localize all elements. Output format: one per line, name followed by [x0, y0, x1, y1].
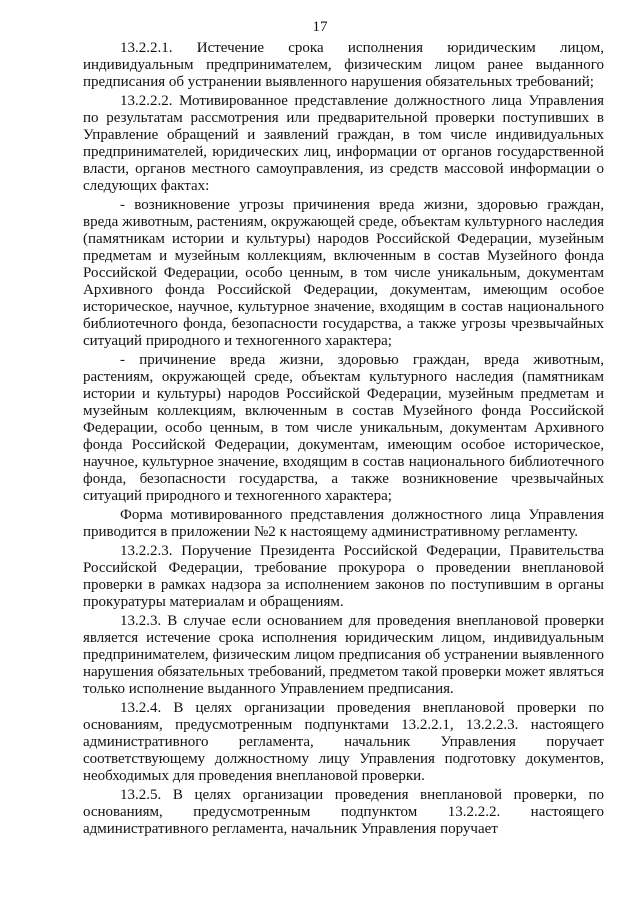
paragraph-13-2-5: 13.2.5. В целях организации проведения внеплановой проверки, по основаниям, предусмотренным подпунктом 13.2.2.2. настоящего административного регламента, начальник Управления поручает [83, 787, 604, 837]
paragraph-form-reference: Форма мотивированного представления должностного лица Управления приводится в приложении №2 к настоящему административному регламенту. [83, 507, 604, 540]
document-body [83, 40, 604, 838]
paragraph-13-2-2-3: 13.2.2.3. Поручение Президента Российской Федерации, Правительства Российской Федерации, требование прокурора о проведении внеплановой проверки в рамках надзора за исполнением законов по поступившим в органы прокуратуры материалам и обращениям. [83, 543, 604, 610]
paragraph-13-2-4: 13.2.4. В целях организации проведения внеплановой проверки по основаниям, предусмотренным подпунктами 13.2.2.1, 13.2.2.3. настоящего административного регламента, начальник Управления поручает соответствующему должностному лицу Управления подготовку документов, необходимых для проведения внеплановой проверки. [83, 700, 604, 784]
list-item-threat: - возникновение угрозы причинения вреда жизни, здоровью граждан, вреда животным, растениям, окружающей среде, объектам культурного наследия (памятникам истории и культуры) народов Российской Федерации, музейным предметам и музейным коллекциям, включенным в состав Музейного фонда Российской Федерации, особо ценным, в том числе уникальным, документам Архивного фонда Российской Федерации, документам, имеющим особое историческое, научное, культурное значение, входящим в состав национального библиотечного фонда, безопасности государства, а также угрозы чрезвычайных ситуаций природного и техногенного характера; [83, 197, 604, 349]
list-item-harm: - причинение вреда жизни, здоровью граждан, вреда животным, растениям, окружающей среде, объектам культурного наследия (памятникам истории и культуры) народов Российской Федерации, музейным предметам и музейным коллекциям, включенным в состав Музейного фонда Российской Федерации, особо ценным, в том числе уникальным, документам Архивного фонда Российской Федерации, документам, имеющим особое историческое, научное, культурное значение, входящим в состав национального библиотечного фонда, безопасности государства, а также возникновение чрезвычайных ситуаций природного и техногенного характера; [83, 352, 604, 504]
paragraph-13-2-2-2: 13.2.2.2. Мотивированное представление должностного лица Управления по результатам рассмотрения или предварительной проверки поступивших в Управление обращений и заявлений граждан, в том числе индивидуальных предпринимателей, юридических лиц, информации от органов государственной власти, органов местного самоуправления, из средств массовой информации о следующих фактах: [83, 93, 604, 194]
paragraph-13-2-2-1: 13.2.2.1. Истечение срока исполнения юридическим лицом, индивидуальным предпринимателем, физическим лицом ранее выданного предписания об устранении выявленного нарушения обязательных требований; [83, 40, 604, 90]
page-number: 17 [312, 19, 328, 35]
paragraph-13-2-3: 13.2.3. В случае если основанием для проведения внеплановой проверки является истечение срока исполнения юридическим лицом, индивидуальным предпринимателем, физическим лицом предписания об устранении выявленного нарушения обязательных требований, предметом такой проверки может являться только исполнение выданного Управлением предписания. [83, 613, 604, 697]
